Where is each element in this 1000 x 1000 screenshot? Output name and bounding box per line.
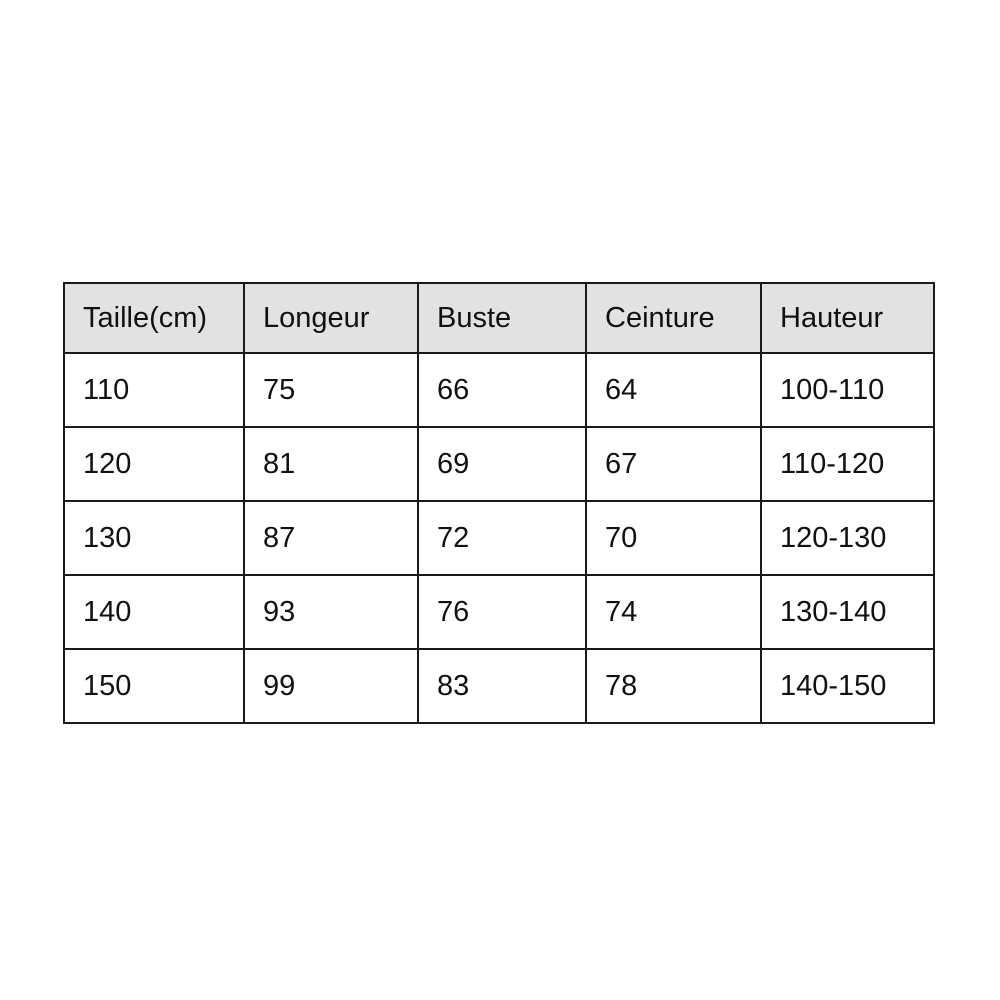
cell-longeur: 81: [244, 427, 418, 501]
cell-longeur: 93: [244, 575, 418, 649]
cell-buste: 66: [418, 353, 586, 427]
cell-buste: 72: [418, 501, 586, 575]
cell-taille: 140: [64, 575, 244, 649]
cell-ceinture: 67: [586, 427, 761, 501]
header-cell-longeur: Longeur: [244, 283, 418, 353]
cell-hauteur: 110-120: [761, 427, 934, 501]
cell-taille: 110: [64, 353, 244, 427]
cell-longeur: 99: [244, 649, 418, 723]
cell-ceinture: 70: [586, 501, 761, 575]
cell-hauteur: 130-140: [761, 575, 934, 649]
table-row: [64, 575, 934, 649]
table-row: [64, 501, 934, 575]
cell-taille: 120: [64, 427, 244, 501]
header-cell-ceinture: Ceinture: [586, 283, 761, 353]
cell-ceinture: 78: [586, 649, 761, 723]
table-row: [64, 649, 934, 723]
cell-ceinture: 64: [586, 353, 761, 427]
table-row: [64, 427, 934, 501]
cell-taille: 130: [64, 501, 244, 575]
cell-buste: 69: [418, 427, 586, 501]
table-row: [64, 353, 934, 427]
cell-hauteur: 140-150: [761, 649, 934, 723]
cell-taille: 150: [64, 649, 244, 723]
cell-hauteur: 100-110: [761, 353, 934, 427]
header-cell-buste: Buste: [418, 283, 586, 353]
cell-hauteur: 120-130: [761, 501, 934, 575]
cell-longeur: 75: [244, 353, 418, 427]
cell-buste: 76: [418, 575, 586, 649]
header-cell-hauteur: Hauteur: [761, 283, 934, 353]
cell-ceinture: 74: [586, 575, 761, 649]
cell-buste: 83: [418, 649, 586, 723]
size-chart-table: [63, 282, 935, 724]
header-row: [64, 283, 934, 353]
cell-longeur: 87: [244, 501, 418, 575]
header-cell-taille: Taille(cm): [64, 283, 244, 353]
